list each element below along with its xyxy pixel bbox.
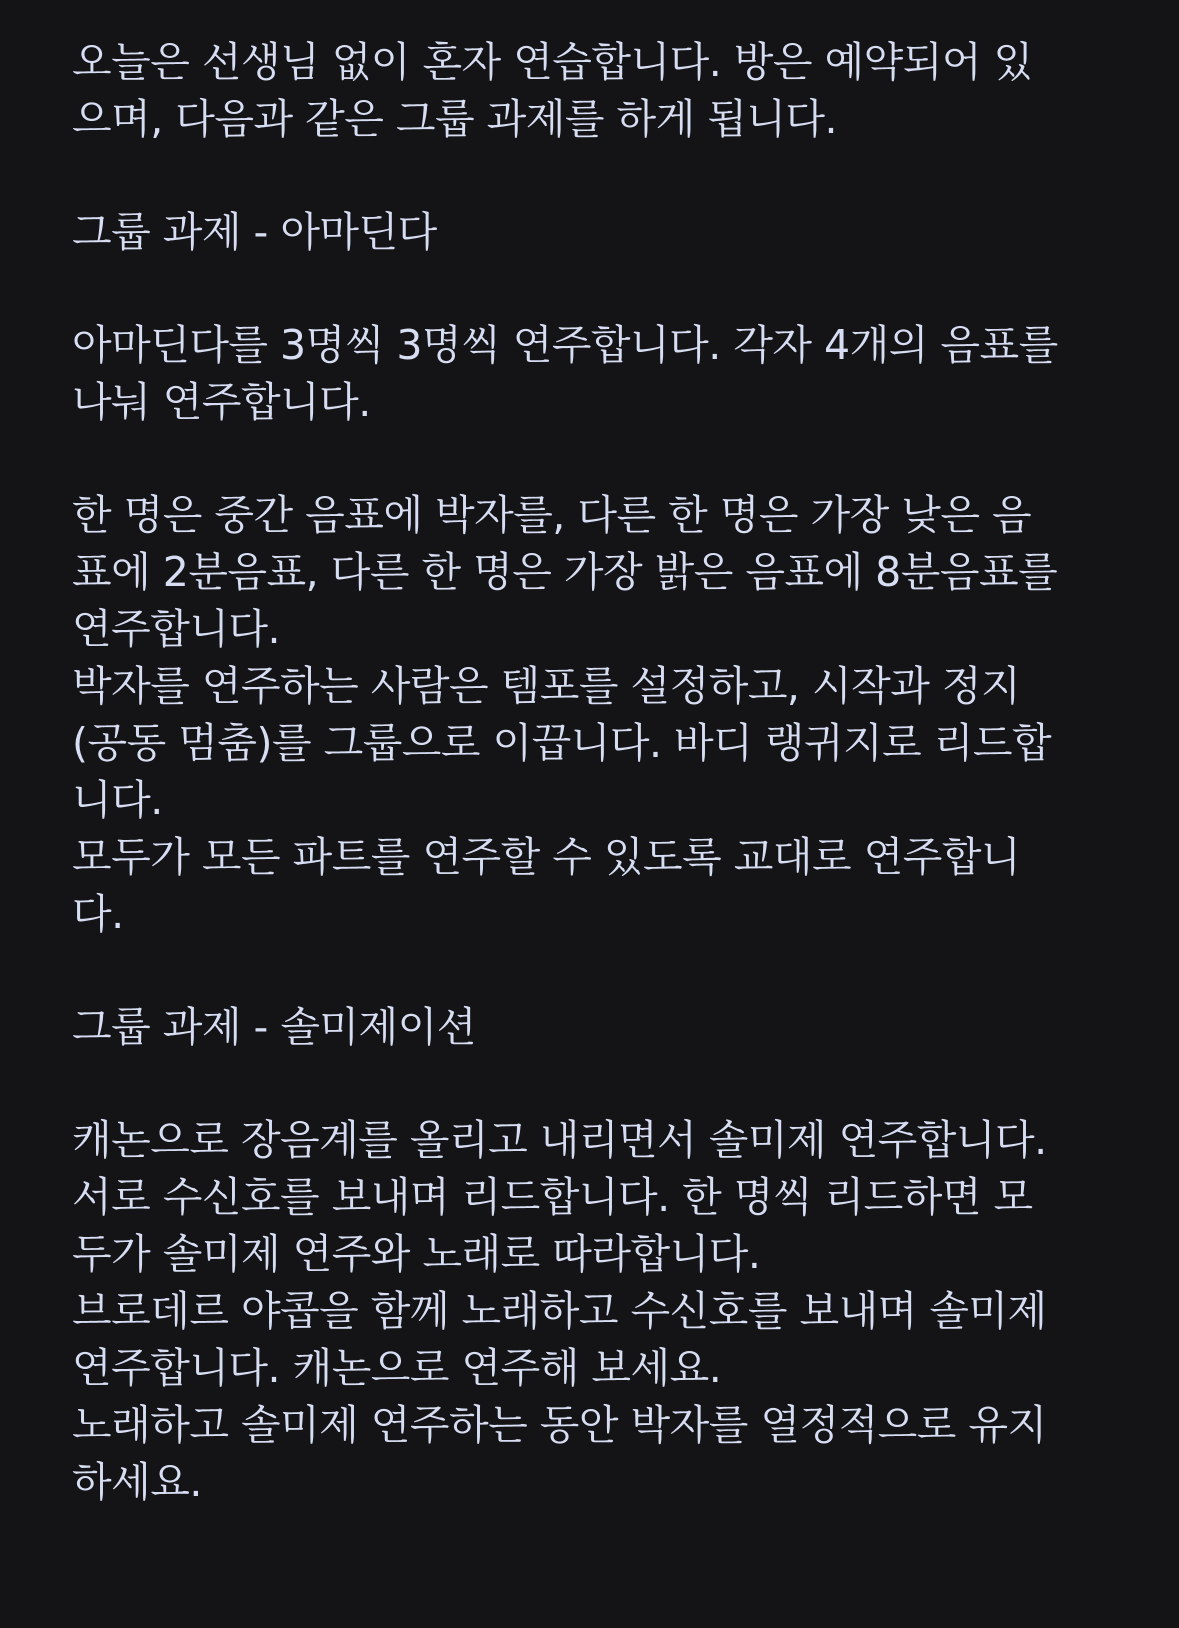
text-line: 오늘은 선생님 없이 혼자 연습합니다. 방은 예약되어 있	[72, 38, 1033, 86]
amadinda-intro-paragraph	[72, 317, 1112, 431]
section-heading-solmization: 그룹 과제 - 솔미제이션	[72, 1003, 476, 1051]
text-line: 브로데르 야콥을 함께 노래하고 수신호를 보내며 솔미제	[72, 1287, 1047, 1335]
text-line: 나눠 연주합니다.	[72, 378, 371, 426]
paragraph-gap	[72, 1056, 1112, 1112]
paragraph-gap	[72, 148, 1112, 204]
text-line: 한 명은 중간 음표에 박자를, 다른 한 명은 가장 낮은 음	[72, 491, 1032, 539]
text-line: 모두가 모든 파트를 연주할 수 있도록 교대로 연주합니	[72, 833, 1021, 881]
text-line: (공동 멈춤)를 그룹으로 이끕니다. 바디 랭귀지로 리드합	[72, 719, 1052, 767]
paragraph-gap	[72, 431, 1112, 487]
text-line: 표에 2분음표, 다른 한 명은 가장 밝은 음표에 8분음표를	[72, 548, 1058, 596]
solmization-paragraph	[72, 1112, 1112, 1511]
text-line: 박자를 연주하는 사람은 템포를 설정하고, 시작과 정지	[72, 662, 1021, 710]
text-line: 노래하고 솔미제 연주하는 동안 박자를 열정적으로 유지	[72, 1401, 1047, 1449]
paragraph-gap	[72, 261, 1112, 317]
paragraph-gap	[72, 943, 1112, 999]
text-line: 아마딘다를 3명씩 3명씩 연주합니다. 각자 4개의 음표를	[72, 321, 1058, 369]
text-line: 두가 솔미제 연주와 노래로 따라합니다.	[72, 1230, 761, 1278]
text-line: 하세요.	[72, 1458, 202, 1506]
text-line: 캐논으로 장음계를 올리고 내리면서 솔미제 연주합니다.	[72, 1116, 1047, 1164]
text-line: 니다.	[72, 776, 163, 824]
text-line: 연주합니다.	[72, 605, 281, 653]
text-line: 연주합니다. 캐논으로 연주해 보세요.	[72, 1344, 722, 1392]
text-line: 서로 수신호를 보내며 리드합니다. 한 명씩 리드하면 모	[72, 1173, 1033, 1221]
text-line: 으며, 다음과 같은 그룹 과제를 하게 됩니다.	[72, 95, 838, 143]
text-line: 다.	[72, 890, 124, 938]
message-body	[72, 34, 1112, 1511]
amadinda-instructions-paragraph	[72, 487, 1112, 943]
intro-paragraph	[72, 34, 1112, 148]
section-heading-amadinda: 그룹 과제 - 아마딘다	[72, 208, 437, 256]
